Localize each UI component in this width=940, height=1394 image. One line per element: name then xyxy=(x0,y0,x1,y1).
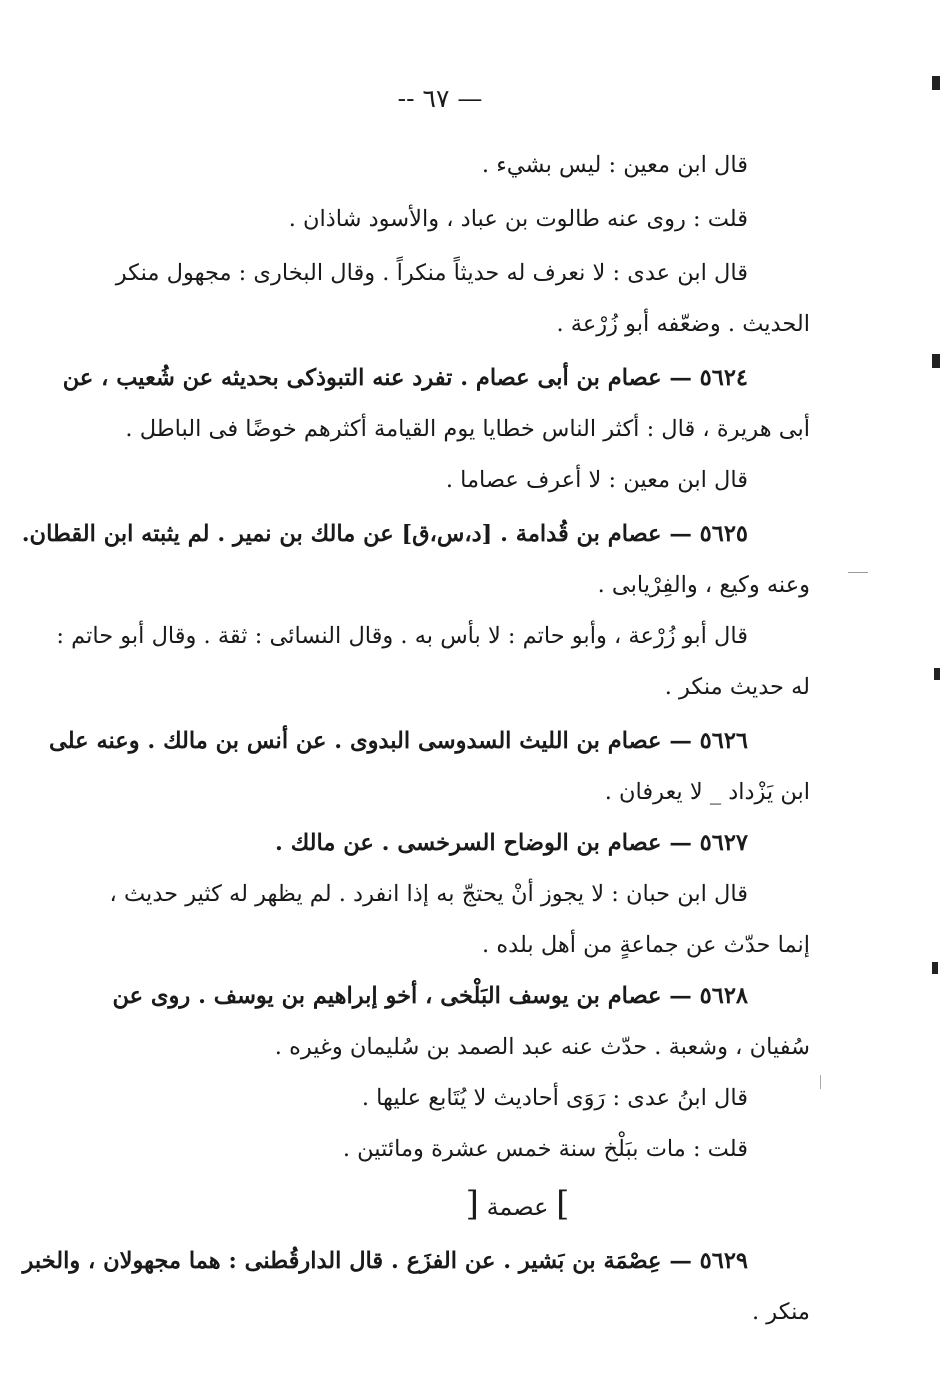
text-line: قال ابن معين : ليس بشيء . xyxy=(481,152,748,178)
entry-5626 xyxy=(48,716,810,818)
text-line: أبى هريرة ، قال : أكثر الناس خطايا يوم القيامة أكثرهم خوضًا فى الباطل . xyxy=(125,416,810,442)
paragraph-ibn-hibban xyxy=(109,869,810,971)
paragraph-ibn-adi-2 xyxy=(115,1073,810,1124)
scan-mark xyxy=(820,1075,821,1089)
paragraph-ibn-main-1 xyxy=(115,140,810,191)
entry-line: ٥٦٢٦ — عصام بن الليث السدوسى البدوى . عن أنس بن مالك . وعنه على xyxy=(48,728,748,754)
scan-mark xyxy=(932,962,938,974)
text-line: الحديث . وضعّفه أبو زُرْعة . xyxy=(556,311,810,337)
text-line: قال ابن عدى : لا نعرف له حديثاً منكراً . وقال البخارى : مجهول منكر xyxy=(115,260,748,286)
scan-mark xyxy=(932,76,940,90)
paragraph-note-1 xyxy=(115,194,810,245)
entry-5628 xyxy=(112,971,810,1073)
entry-line: ٥٦٢٨ — عصام بن يوسف البَلْخى ، أخو إبراهيم بن يوسف . روى عن xyxy=(112,983,748,1009)
bracket-close: ] xyxy=(556,1184,570,1224)
scan-mark xyxy=(932,354,940,368)
text-line: ابن يَزْداد _ لا يعرفان . xyxy=(604,779,810,805)
scan-mark xyxy=(848,572,868,573)
entry-line: ٥٦٢٧ — عصام بن الوضاح السرخسى . عن مالك . xyxy=(275,830,748,856)
entry-line: ٥٦٢٥ — عصام بن قُدامة . [د،س،ق] عن مالك بن نمير . لم يثبته ابن القطان. xyxy=(21,521,748,547)
paragraph-ibn-main-2 xyxy=(115,455,810,506)
entry-5624 xyxy=(62,353,810,455)
paragraph-note-2 xyxy=(115,1124,810,1175)
entry-line: ٥٦٢٩ — عِصْمَة بن بَشير . عن الفزَع . قال الدارقُطنى : هما مجهولان ، والخبر xyxy=(22,1248,748,1274)
text-line: قال ابن معين : لا أعرف عصاما . xyxy=(445,467,748,493)
bracket-open: [ xyxy=(465,1184,479,1224)
text-line: سُفيان ، وشعبة . حدّث عنه عبد الصمد بن سُليمان وغيره . xyxy=(274,1034,810,1060)
text-line: قال ابنُ عدى : رَوَى أحاديث لا يُتَابع عليها . xyxy=(361,1085,748,1111)
entry-5625 xyxy=(21,509,810,611)
text-line: منكر . xyxy=(752,1299,810,1325)
text-line: له حديث منكر . xyxy=(664,674,810,700)
section-title: عصمة xyxy=(486,1193,549,1221)
text-line: قال ابن حبان : لا يجوز أنْ يحتجّ به إذا انفرد . لم يظهر له كثير حديث ، xyxy=(109,881,748,907)
entry-5629 xyxy=(22,1236,810,1338)
entry-line: ٥٦٢٤ — عصام بن أبى عصام . تفرد عنه التبوذكى بحديثه عن شُعيب ، عن xyxy=(62,365,748,391)
text-line: قال أبو زُرْعة ، وأبو حاتم : لا بأس به . وقال النسائى : ثقة . وقال أبو حاتم : xyxy=(56,623,748,649)
text-line: قلت : مات ببَلْخ سنة خمس عشرة ومائتين . xyxy=(342,1136,748,1162)
text-line: وعنه وكيع ، والفِرْيابى . xyxy=(597,572,810,598)
page-number: — ٦٧ -- xyxy=(397,84,483,113)
scan-mark xyxy=(934,668,940,680)
section-heading xyxy=(115,1175,810,1236)
paragraph-ibn-adi-1 xyxy=(115,248,810,350)
entry-5627 xyxy=(115,818,810,869)
body-text xyxy=(21,140,810,1338)
paragraph-abu-zura xyxy=(56,611,810,713)
text-line: قلت : روى عنه طالوت بن عباد ، والأسود شاذان . xyxy=(288,206,748,232)
text-line: إنما حدّث عن جماعةٍ من أهل بلده . xyxy=(482,932,810,958)
